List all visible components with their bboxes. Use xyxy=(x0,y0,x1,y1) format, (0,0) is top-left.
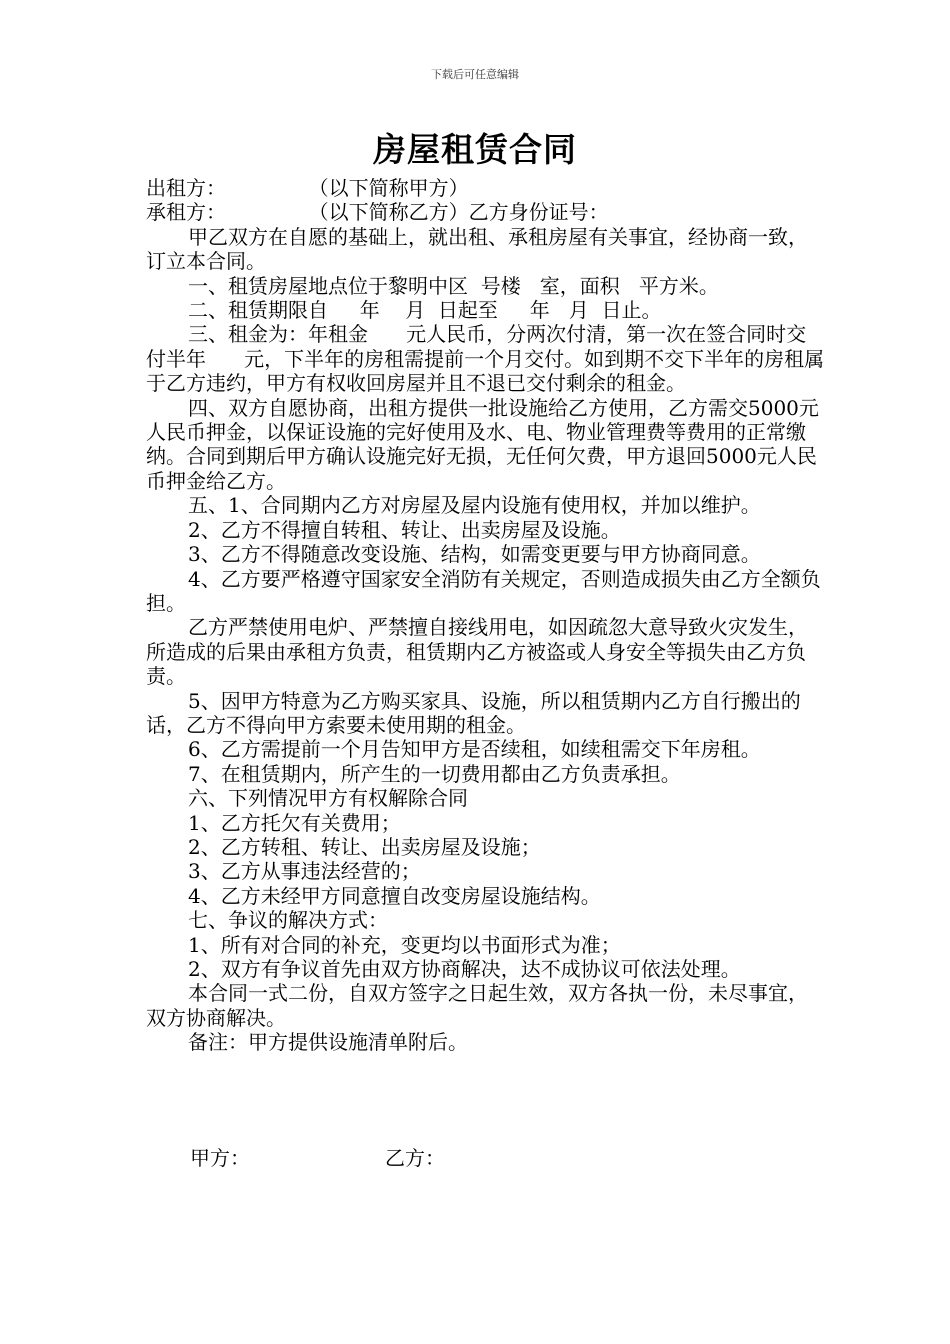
signature-party-b: 乙方： xyxy=(385,1146,445,1170)
signature-block xyxy=(190,1146,445,1170)
clause-1-location: 一、租赁房屋地点位于黎明中区 号楼 室，面积 平方米。 xyxy=(188,273,719,298)
clause-5-4: 4、乙方要严格遵守国家安全消防有关规定，否则造成损失由乙方全额负担。 xyxy=(146,566,821,615)
line-lessor: 出租方： （以下简称甲方） xyxy=(146,176,469,200)
clause-6-2: 2、乙方转租、转让、出卖房屋及设施； xyxy=(188,834,541,859)
clause-4-deposit: 四、双方自愿协商，出租方提供一批设施给乙方使用，乙方需交5000元人民币押金，以保证设施的完好使用及水、电、物业管理费等费用的正常缴纳。合同到期后甲方确认设施完好无损，无任何欠费，甲方退回5000元人民币押金给乙方。 xyxy=(146,395,819,493)
clause-6-heading: 六、下列情况甲方有权解除合同 xyxy=(188,786,468,811)
contract-body xyxy=(146,176,826,1055)
paragraph-remark: 备注：甲方提供设施清单附后。 xyxy=(188,1030,468,1055)
header-note: 下载后可任意编辑 xyxy=(431,68,519,81)
clause-6-3: 3、乙方从事违法经营的； xyxy=(188,859,421,884)
clause-5-5: 5、因甲方特意为乙方购买家具、设施，所以租赁期内乙方自行搬出的话，乙方不得向甲方索要未使用期的租金。 xyxy=(146,688,801,737)
clause-6-4: 4、乙方未经甲方同意擅自改变房屋设施结构。 xyxy=(188,883,601,908)
clause-2-term: 二、租赁期限自 年 月 日起至 年 月 日止。 xyxy=(188,298,662,323)
clause-5-1: 五、1、合同期内乙方对房屋及屋内设施有使用权，并加以维护。 xyxy=(188,493,761,518)
paragraph-intro: 甲乙双方在自愿的基础上，就出租、承租房屋有关事宜，经协商一致，订立本合同。 xyxy=(146,224,808,274)
paragraph-copies: 本合同一式二份，自双方签字之日起生效，双方各执一份，未尽事宜，双方协商解决。 xyxy=(146,981,808,1030)
clause-6-1: 1、乙方托欠有关费用； xyxy=(188,810,401,835)
clause-5-3: 3、乙方不得随意改变设施、结构，如需变更要与甲方协商同意。 xyxy=(188,542,761,567)
clause-5-2: 2、乙方不得擅自转租、转让、出卖房屋及设施。 xyxy=(188,517,621,542)
clause-7-heading: 七、争议的解决方式： xyxy=(188,908,388,933)
clause-5-7: 7、在租赁期内，所产生的一切费用都由乙方负责承担。 xyxy=(188,761,681,786)
document-title: 房屋租赁合同 xyxy=(373,130,577,169)
line-lessee: 承租方： （以下简称乙方）乙方身份证号： xyxy=(146,200,609,225)
clause-5-6: 6、乙方需提前一个月告知甲方是否续租，如续租需交下年房租。 xyxy=(188,737,761,762)
clause-7-1: 1、所有对合同的补充，变更均以书面形式为准； xyxy=(188,932,621,957)
signature-party-a: 甲方： xyxy=(190,1146,250,1170)
clause-5-safety: 乙方严禁使用电炉、严禁擅自接线用电，如因疏忽大意导致火灾发生，所造成的后果由承租方负责，租赁期内乙方被盗或人身安全等损失由乙方负责。 xyxy=(146,615,808,689)
clause-7-2: 2、双方有争议首先由双方协商解决，达不成协议可依法处理。 xyxy=(188,957,741,981)
clause-3-rent: 三、租金为：年租金 元人民币，分两次付清，第一次在签合同时交付半年 元，下半年的房租需提前一个月交付。如到期不交下半年的房租属于乙方违约，甲方有权收回房屋并且不退已交付剩余的租金。 xyxy=(146,322,825,396)
